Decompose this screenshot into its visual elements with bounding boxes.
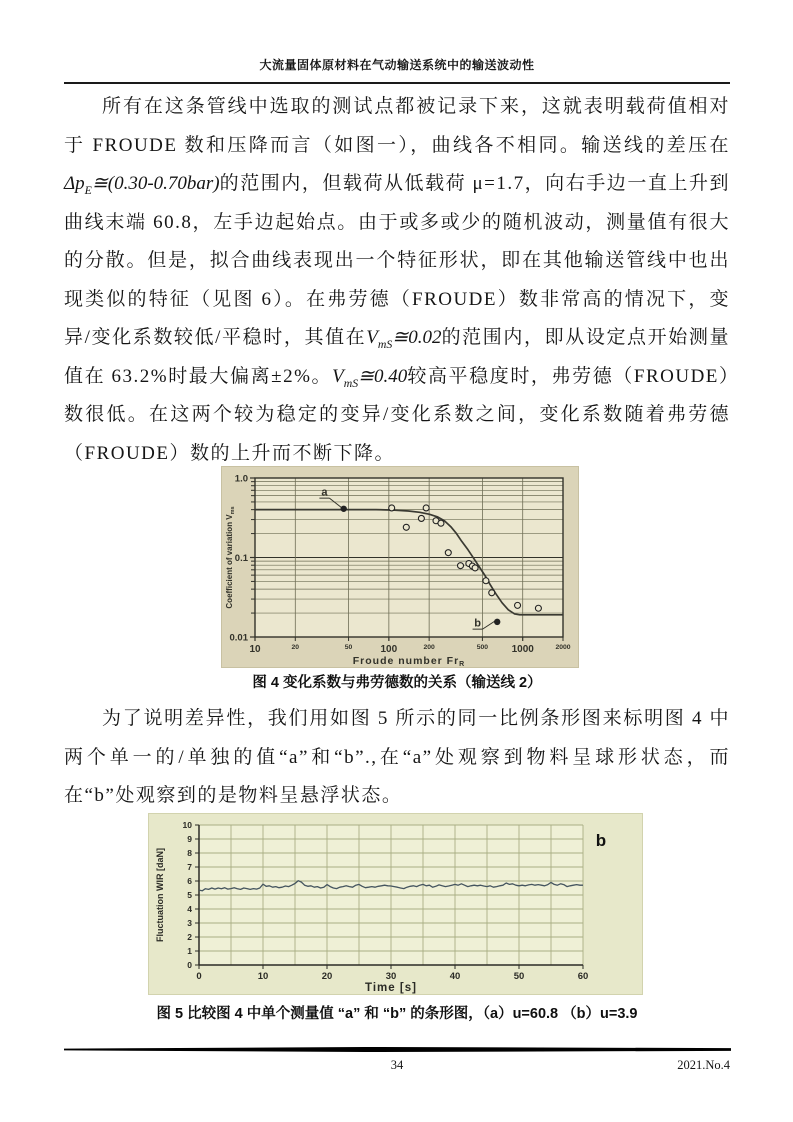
svg-text:Coefficient of variation Vms: Coefficient of variation $V_{ms}$: [225, 506, 236, 609]
svg-text:20: 20: [321, 971, 333, 982]
svg-text:b: b: [474, 617, 481, 630]
running-head-title: 大流量固体原材料在气动输送系统中的输送波动性: [259, 58, 535, 72]
svg-text:10: 10: [182, 820, 192, 830]
paragraph-2: 为了说明差异性，我们用如图 5 所示的同一比例条形图来标明图 4 中两个单一的/单独的值“a”和“b”.,在“a”处观察到物料呈球形状态，而在“b”处观察到的是物料呈悬浮状态。: [64, 708, 730, 806]
svg-text:200: 200: [423, 644, 435, 651]
svg-text:Froude number FrR: Froude number FrR: [352, 655, 466, 667]
svg-text:1.0: 1.0: [234, 473, 248, 485]
page-header: [64, 56, 730, 84]
figure4-caption: 图 4 变化系数与弗劳德数的关系（输送线 2）: [252, 675, 542, 691]
svg-text:1: 1: [187, 946, 192, 956]
svg-text:1000: 1000: [511, 644, 534, 655]
svg-text:9: 9: [187, 834, 192, 844]
fig5-plot: [149, 814, 642, 994]
svg-text:30: 30: [385, 971, 397, 982]
svg-text:a: a: [321, 486, 328, 499]
svg-text:10: 10: [249, 644, 261, 655]
svg-text:50: 50: [513, 971, 525, 982]
inline-formula: $\Delta p_E≅(0.30-0.70bar)$: [64, 173, 220, 197]
inline-formula: $V_{mS}≅0.02$: [366, 327, 442, 351]
svg-text:0: 0: [196, 971, 202, 982]
inline-formula: $V_{mS}≅0.40$: [332, 365, 408, 390]
figure5-chart: [148, 813, 643, 995]
svg-text:50: 50: [344, 644, 353, 651]
paragraph-1: 所有在这条管线中选取的测试点都被记录下来，这就表明载荷值相对于 FROUDE 数和压降而言（如图一），曲线各不相同。输送线的差压在$\Delta p_E≅(0.30-0.70bar)$的范围内，但载荷从低载荷 μ=1.7，向右手边一直上升到曲线末端 60.8，左手边起始点。由于或多或少的随机波动，测量值有很大的分散。但是，拟合曲线表现出一个特征形状，即在其他输送管线中也出现类似的特征（见图 6）。在弗劳德（FROUDE）数非常高的情况下，变异/变化系数较低/平稳时，其值在$V_{mS}≅0.02$的范围内，即从设定点开始测量值在 63.2%时最大偏离±2%。$V_{mS}≅0.40$较高平稳度时，弗劳德（FROUDE）数很低。在这两个较为稳定的变异/变化系数之间，变化系数随着弗劳德（FROUDE）数的上升而不断下降。: [64, 96, 730, 464]
svg-text:500: 500: [476, 644, 489, 651]
svg-text:5: 5: [187, 890, 192, 900]
figure5-caption: 图 5 比较图 4 中单个测量值 “a” 和 “b” 的条形图，（a）u=60.8 （b）u=3.9: [156, 1006, 638, 1022]
svg-text:4: 4: [187, 904, 192, 914]
svg-text:60: 60: [577, 971, 589, 982]
svg-text:0: 0: [187, 960, 192, 970]
svg-text:100: 100: [380, 644, 398, 655]
figure4-chart: [221, 466, 579, 668]
svg-text:Fluctuation WIR [daN]: Fluctuation WIR [daN]: [155, 848, 165, 942]
svg-text:7: 7: [187, 862, 192, 872]
svg-text:b: b: [595, 831, 607, 850]
svg-text:2000: 2000: [555, 644, 571, 651]
svg-text:8: 8: [187, 848, 192, 858]
svg-text:20: 20: [291, 644, 300, 651]
svg-text:3: 3: [187, 918, 192, 928]
footer-rule: [64, 1047, 731, 1052]
svg-text:2: 2: [187, 932, 192, 942]
issue-label: 2021.No.4: [677, 1058, 730, 1072]
svg-text:Time [s]: Time [s]: [365, 982, 417, 994]
svg-text:40: 40: [449, 971, 461, 982]
page-number: 34: [390, 1058, 404, 1072]
fig4-plot: [222, 467, 578, 667]
svg-text:6: 6: [187, 876, 192, 886]
svg-text:0.1: 0.1: [234, 553, 248, 564]
svg-text:10: 10: [257, 971, 269, 982]
svg-text:0.01: 0.01: [229, 632, 248, 644]
